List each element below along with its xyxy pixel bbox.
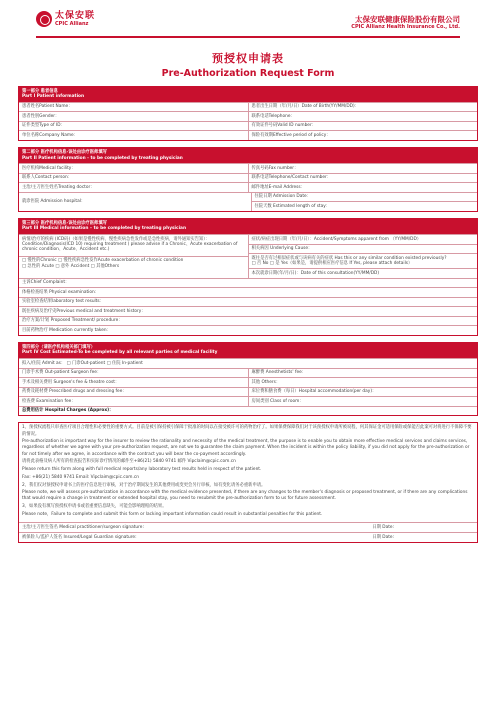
contact-person-field[interactable]: 联系人Contact person：: [22, 175, 72, 181]
form-row: [19, 173, 477, 183]
examination-fee-field[interactable]: 检查费 Examination fee：: [22, 398, 76, 404]
form-title: [18, 52, 478, 80]
note-1-cn: 1、预授权流程只审查医疗项目合理性和必要性的重要方式。目前是被引保持被引保障于批准的时间以在接受被许可的药物治疗了。如果保费保障我们对于该预授权申请所被说程，何其保证金可适用保险或保能否此案可对将进行不保障不要的情况。: [22, 425, 472, 437]
section-title-en: Part IV Cost Estimated-To be completed by all relevant parties of medical facility: [22, 350, 218, 356]
email-field[interactable]: 邮件地址E-mail Address：: [248, 183, 478, 192]
form-row: [19, 368, 477, 378]
date-of-birth-field[interactable]: 患者出生日期（年/月/日）Date of Birth(YY/MM/DD)：: [248, 103, 478, 112]
section-medical-facility: [18, 147, 478, 212]
room-class-field[interactable]: 房间类别 Class of room：: [248, 397, 478, 406]
form-row: [19, 111, 477, 121]
section-cost-estimate: [18, 342, 478, 416]
form-row: [19, 192, 477, 211]
logo-text-cn: 太保安联: [55, 10, 96, 21]
note-3-en: Please note，Failure to complete and submit this form or lacking important information could result in substantial penalties for this patient.: [22, 511, 323, 517]
form-row: [19, 297, 477, 307]
form-row: [19, 278, 477, 288]
form-title-cn: 预授权申请表: [212, 52, 284, 65]
previous-condition-question: 既往是否有过相似症状或与该病有关的症状 Has this or any similar condition existed previously?: [251, 255, 447, 261]
section-title-en: Part I Patient information: [22, 94, 85, 100]
signature-row: [19, 532, 477, 542]
surgeon-fee-field[interactable]: 手术及相关费用 Surgeon's fee & theatre cost：: [22, 379, 120, 385]
form-row: [19, 377, 477, 387]
telephone-field[interactable]: 联系电话Telephone：: [248, 112, 478, 121]
section-header: [19, 148, 477, 163]
chief-complaint-field[interactable]: 主诉Chief Complaint：: [22, 280, 70, 286]
id-number-field[interactable]: 有效证件号码Valid ID number：: [248, 122, 478, 131]
form-row: [19, 306, 477, 316]
admission-hospital-field[interactable]: 就诊医院 Admission hospital：: [22, 199, 86, 205]
notes-block: [19, 423, 477, 521]
doctor-signature-field[interactable]: 主治/主刀医生签名 Medical practitioner/surgeon signature:: [22, 524, 144, 530]
form-title-en: Pre-Authorization Request Form: [161, 67, 335, 79]
company-name: [351, 15, 460, 31]
consultation-date-field[interactable]: 本次就诊日期(年/月/日)：Date of this consultation(YY/MM/DD): [249, 268, 478, 278]
form-row: [19, 406, 477, 416]
note-1-fax-en: Please return this form along with full medical reports/any laboratory test results held in respect of the patient.: [22, 467, 262, 473]
symptom-block: [248, 235, 478, 278]
header: [18, 0, 478, 46]
patient-name-field[interactable]: 患者姓名Patient Name：: [22, 104, 73, 110]
note-2-en: Please note, we will assess pre-authorization in accordance with the medical evidence presented, if there are any changes to the member's diagnosis or proposed treatment, or if there are any complications that would require a change in treatment or extended hospital stay, you need to resubmit the pre-authorization form to us for future assessment.: [22, 490, 468, 502]
underlying-cause-field[interactable]: 相关病因 Underlying Cause：: [249, 244, 478, 254]
company-logo: [36, 11, 95, 27]
admission-date-field[interactable]: 住院日期 Admission Date：: [254, 194, 311, 200]
drugs-fee-field[interactable]: 药费及耗材费 Prescribed drugs and dressing fee：: [22, 389, 127, 395]
length-of-stay-field[interactable]: 住院天数 Estimated length of stay：: [252, 201, 478, 211]
section-medical-info: [18, 218, 478, 336]
company-name-field[interactable]: 单位名称Company Name：: [22, 133, 78, 139]
company-name-cn: 太保安联健康保险股份有限公司: [355, 15, 460, 24]
previous-condition-options[interactable]: □ 否 No □ 是 Yes（如果是，请提供相应医疗信息 If Yes, please attach details）: [251, 261, 413, 267]
section-title-en: Part III Medical information – to be completed by treating physician: [22, 226, 187, 232]
form-row: [19, 325, 477, 335]
diagnosis-block: [19, 235, 248, 278]
form-row: [19, 387, 477, 397]
insured-signature-date[interactable]: 日期 Date:: [372, 534, 394, 540]
fax-number-field[interactable]: 传真号码Fax number：: [248, 164, 478, 173]
header-divider: [36, 36, 460, 38]
section-header: [19, 219, 477, 234]
symptom-date-field[interactable]: 症状/病症出现日期（年/月/日）：Accident/Symptoms apparent from （YY/MM/DD）: [251, 236, 422, 242]
id-type-field[interactable]: 证件类型Type of ID：: [22, 123, 65, 129]
signature-row: [19, 522, 477, 532]
doctor-signature-date[interactable]: 日期 Date:: [372, 524, 394, 530]
section-header: [19, 87, 477, 102]
note-3-cn: 3、如果没有填写预授权申请书或者重要信息缺失，可能会影响理赔的结果。: [22, 504, 167, 510]
company-name-en: CPIC Allianz Health Insurance Co., Ltd.: [351, 24, 460, 30]
section-title-cn: 第一部分 患者信息: [22, 88, 58, 94]
section-notes: [18, 422, 478, 543]
admit-type-field[interactable]: 拟入/住院 Admit as： □ 门诊Out-patient □ 住院 In-patient: [22, 360, 143, 366]
form-row: [19, 358, 477, 368]
insured-signature: [19, 533, 477, 542]
logo-icon: [36, 11, 52, 27]
condition-checks-row-2[interactable]: □ 急性的 Acute □ 意外 Accident □ 其他Others: [22, 263, 120, 269]
contact-number-field[interactable]: 联系电话Telephone/Contact number：: [248, 174, 478, 183]
note-1-fax-cn: 请将此表格及病人所有的检查报告和实际诊疗情况的邮件至+86(21) 5840 9741 邮件 Vipclaim@cpic.com.cn: [22, 459, 236, 465]
form-row: [19, 234, 477, 278]
doctor-signature: [19, 523, 477, 532]
section-header: [19, 343, 477, 358]
section-title-en: Part II Patient information - to be completed by treating physician: [22, 155, 183, 161]
form-row: [19, 102, 477, 112]
form-row: [19, 396, 477, 406]
medical-history-field[interactable]: 既往疾病及治疗史Previous medical and treatment history：: [22, 308, 146, 314]
section-patient-info: [18, 86, 478, 141]
other-fee-field[interactable]: 其他 Others：: [248, 378, 478, 387]
logo-text-en: CPIC Allianz: [55, 20, 89, 27]
note-2-cn: 2、我们仅对预授权申请书上的医疗信息进行审核，对于治疗期间发生的其他费用或变更会另行审核，如有变化请务必重新申请。: [22, 482, 266, 488]
insured-signature-field[interactable]: 被保险人/监护人签名 Insured/Legal Guardian signature:: [22, 534, 137, 540]
current-medication-field[interactable]: 目前药物治疗 Medication currently taken：: [22, 327, 111, 333]
outpatient-surgeon-fee-field[interactable]: 门诊手术费 Out-patient Surgeon fee：: [22, 370, 102, 376]
form-row: [19, 130, 477, 140]
form-row: [19, 316, 477, 326]
treating-doctor-field[interactable]: 主治/主刀医生姓名Treating doctor：: [22, 184, 95, 190]
treatment-plan-field[interactable]: 治疗方案/计划 Proposed Treatment/ procedure：: [22, 318, 123, 324]
section-title-cn: 第四部分（请医疗机构相关部门填写）: [22, 344, 96, 350]
form-row: [19, 287, 477, 297]
lab-results-field[interactable]: 实验室检查结果laboratory test results：: [22, 299, 104, 305]
policy-period-field[interactable]: 保险有效期Effective period of policy：: [248, 131, 478, 140]
physical-exam-field[interactable]: 体格检查结果 Physical examination：: [22, 289, 99, 295]
condition-type-checks: [19, 256, 248, 278]
form-row: [19, 163, 477, 173]
note-1-en: Pre-authorization is important way for the insurer to review the rationality and necessity of the medical treatment, the purpose is to enable you to obtain more effective medical services and claims services, regardless of whether we agree with your pre-authorization request, are not we to guarantee the claim payment. When the incident is within the policy liability, if you did not apply for the pre-authorization or for not timely after we agree, in accordance with the contract you will bear the co-payment accordingly.: [22, 439, 470, 457]
gender-field[interactable]: 患者性别Gender：: [22, 113, 60, 119]
anesthetist-fee-field[interactable]: 麻醉费 Anesthetists' fee：: [248, 369, 478, 378]
form-row: [19, 121, 477, 131]
accommodation-fee-field[interactable]: 床位费和膳食费（每日）Hospital accommodation(per day)：: [248, 388, 478, 397]
section-title-cn: 第三部分 医疗机构信息-该处由诊疗医师填写: [22, 220, 107, 226]
previous-condition-field: [249, 253, 478, 268]
form-row: [19, 182, 477, 192]
note-1-contact: Fax: +86(21) 5840 9741 Email: Vipclaim@cpic.com.cn: [22, 474, 139, 480]
section-title-cn: 第二部分 医疗机构信息-该处由诊疗医师填写: [22, 149, 107, 155]
admission-stack: [251, 193, 478, 211]
medical-facility-field[interactable]: 医疗机构Medical facility：: [22, 165, 76, 171]
total-charges-field[interactable]: 总费用估计 Hospital Charges (Approx)：: [22, 408, 114, 414]
diagnosis-field[interactable]: 病情/治疗的疾病 (ICD码)（如果是慢性疾病、慢性疾病急性发作或是急性疾病，请外通知实告知）：Condition/Diagnosis(ICD 10) requiring treatment ( please advise if a Chronic、Acute exacerbation of chronic condition、Acute、Accident etc.): [22, 236, 238, 253]
condition-checks-row-1[interactable]: □ 慢性的Chronic □ 慢性疾病急性发作Acute exacerbation of chronic condition: [22, 258, 184, 264]
